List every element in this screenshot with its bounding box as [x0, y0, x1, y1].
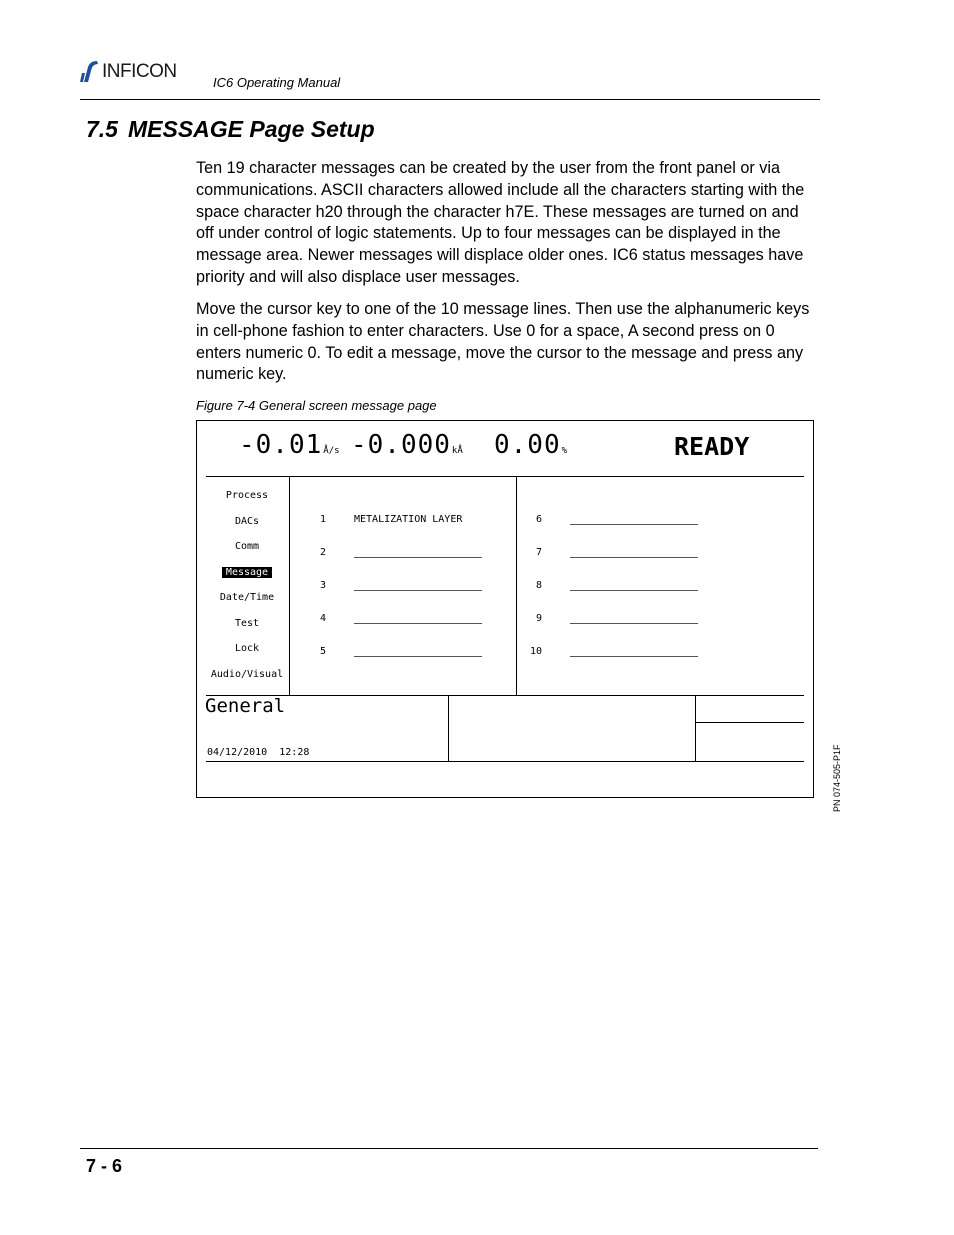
date-time-readout: [207, 747, 309, 758]
message-5-field[interactable]: [354, 656, 482, 657]
message-8-field[interactable]: [570, 590, 698, 591]
message-10-field[interactable]: [570, 656, 698, 657]
menu-item-dacs[interactable]: DACs: [234, 516, 260, 527]
inficon-logo: [80, 59, 195, 85]
manual-title: IC6 Operating Manual: [213, 75, 341, 90]
page-number: 7 - 6: [86, 1156, 123, 1176]
message-number: 4: [320, 613, 327, 624]
body-paragraph: Move the cursor key to one of the 10 message lines. Then use the alphanumeric keys in cell-phone fashion to enter characters. Use 0 for a space, A second press on 0 enters numeric 0. To edit a message, move the cursor to the message and press any numeric key.: [196, 300, 810, 384]
message-3-field[interactable]: [354, 590, 482, 591]
section-title: MESSAGE Page Setup: [127, 116, 375, 142]
screen-divider-menu: [289, 477, 290, 695]
message-number: 10: [530, 646, 543, 657]
power-readout: [494, 430, 567, 460]
logo-text: INFICON: [102, 61, 177, 82]
general-screen-figure: [196, 420, 814, 798]
thickness-value: -0.000: [351, 430, 451, 460]
menu-item-process[interactable]: Process: [225, 490, 269, 501]
date-value: 04/12/2010: [207, 747, 268, 758]
status-divider-1: [448, 696, 449, 761]
layer-label: General: [205, 695, 286, 717]
message-4-field[interactable]: [354, 623, 482, 624]
message-number: 5: [320, 646, 327, 657]
rate-value: -0.01: [239, 430, 323, 460]
rate-unit: Å/s: [323, 446, 340, 456]
screen-divider-footer: [206, 761, 804, 762]
message-number: 3: [320, 580, 327, 591]
status-divider-3: [696, 722, 804, 723]
footer-divider: [80, 1148, 818, 1149]
time-value: 12:28: [279, 747, 310, 758]
screen-divider-messages: [516, 477, 517, 695]
figure-caption: Figure 7-4 General screen message page: [196, 398, 437, 413]
body-paragraph: Ten 19 character messages can be created by the user from the front panel or via communications. ASCII characters allowed include all the characters starting with the space character h20 through the character h7E. These messages are turned on and off under control of logic statements. Up to four messages can be displayed in the message area. Newer messages will displace older ones. IC6 status messages have priority and will also displace user messages.: [196, 159, 805, 286]
power-value: 0.00: [494, 430, 561, 460]
message-number: 8: [536, 580, 543, 591]
status-divider-2: [695, 696, 696, 761]
message-number: 6: [536, 514, 543, 525]
process-state: READY: [674, 432, 750, 461]
message-9-field[interactable]: [570, 623, 698, 624]
menu-item-message[interactable]: [201, 567, 293, 578]
section-heading: [86, 116, 375, 143]
menu-item-comm[interactable]: Comm: [234, 541, 260, 552]
message-number: 1: [320, 514, 327, 525]
message-7-field[interactable]: [570, 557, 698, 558]
message-6-field[interactable]: [570, 524, 698, 525]
message-number: 9: [536, 613, 543, 624]
message-number: 7: [536, 547, 543, 558]
menu-item-message-label: Message: [222, 567, 272, 578]
power-unit: %: [561, 446, 568, 456]
menu-item-lock[interactable]: Lock: [234, 643, 260, 654]
message-2-field[interactable]: [354, 557, 482, 558]
menu-item-date-time[interactable]: Date/Time: [219, 592, 275, 603]
thickness-unit: kÅ: [451, 446, 463, 456]
part-number: PN 074-505-P1F: [832, 744, 842, 812]
message-1-text[interactable]: METALIZATION LAYER: [354, 514, 463, 525]
menu-item-test[interactable]: Test: [234, 618, 260, 629]
menu-item-audio-visual[interactable]: Audio/Visual: [210, 669, 284, 680]
header-divider: [80, 99, 820, 100]
thickness-readout: [351, 430, 463, 460]
section-number: 7.5: [86, 116, 118, 142]
inficon-logo-icon: [80, 59, 100, 83]
screen-divider-top: [206, 476, 804, 477]
screen-divider-bottom: [206, 695, 804, 696]
rate-readout: [239, 430, 340, 460]
message-number: 2: [320, 547, 327, 558]
